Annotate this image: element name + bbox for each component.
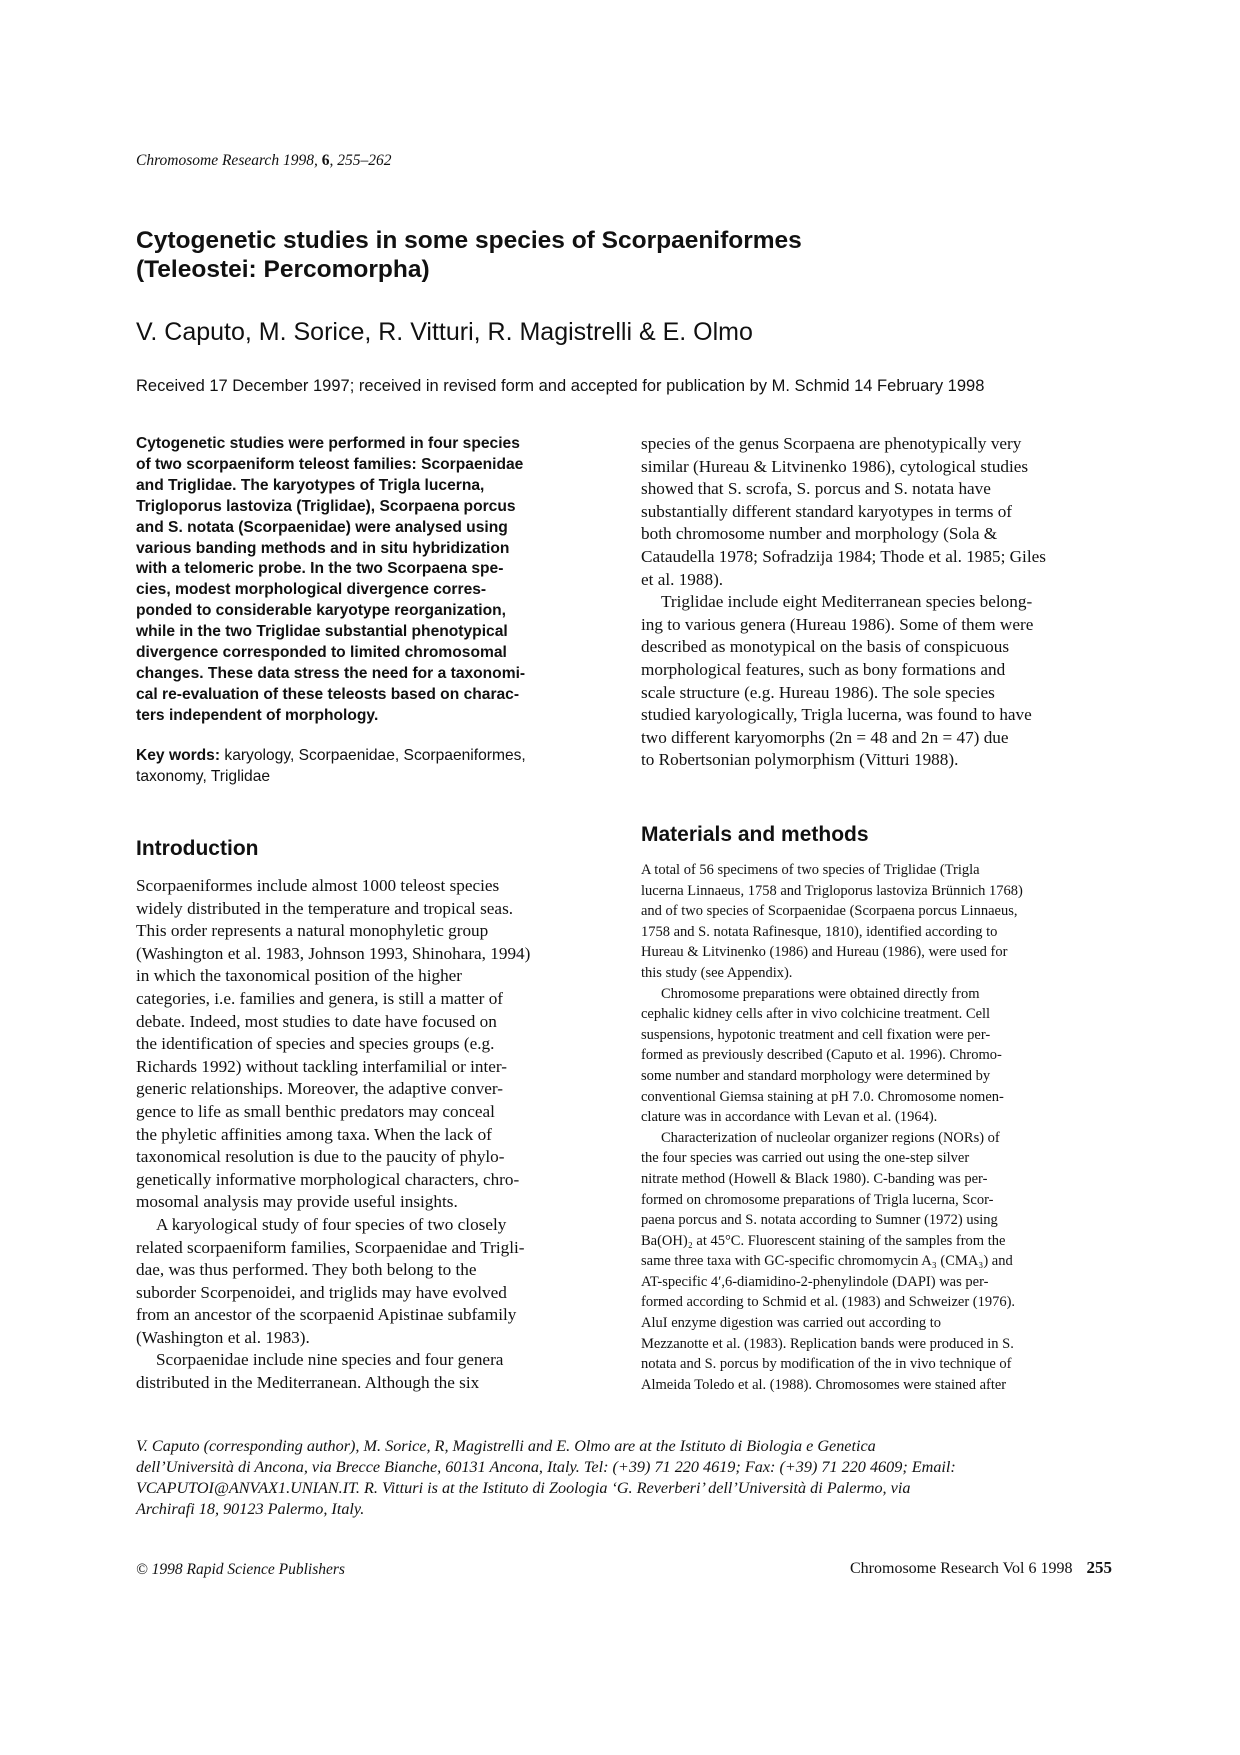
abstract-line: Cytogenetic studies were performed in four species xyxy=(136,435,520,452)
running-head-volume: 6 xyxy=(321,152,330,169)
abstract-line: Trigloporus lastoviza (Triglidae), Scorpaena porcus xyxy=(136,497,516,515)
running-head xyxy=(136,152,391,170)
affiliation-line: V. Caputo (corresponding author), M. Sorice, R, Magistrelli and E. Olmo are at the Istituto di Biologia e Genetica xyxy=(136,1437,876,1455)
methods-line: Almeida Toledo et al. (1988). Chromosomes were stained after xyxy=(641,1376,1007,1393)
intro-line: mosomal analysis may provide useful insights. xyxy=(136,1192,458,1212)
intro-line: genetically informative morphological characters, chro- xyxy=(136,1169,520,1189)
intro-line: suborder Scorpenoidei, and triglids may have evolved xyxy=(136,1282,507,1302)
abstract-line: ponded to considerable karyotype reorganization, xyxy=(136,602,506,620)
running-head-year: 1998, xyxy=(282,152,318,169)
abstract-line: ters independent of morphology. xyxy=(136,706,379,724)
author-affiliation xyxy=(136,1436,1116,1520)
methods-line: suspensions, hypotonic treatment and cell fixation were per- xyxy=(641,1026,991,1043)
intro-line: the phyletic affinities among taxa. When the lack of xyxy=(136,1124,492,1144)
intro-line: dae, was thus performed. They both belong to the xyxy=(136,1260,477,1280)
received-dates: Received 17 December 1997; received in revised form and accepted for publication by M. Schmid 14 February 1998 xyxy=(136,377,985,395)
keywords xyxy=(136,745,606,787)
abstract-line: changes. These data stress the need for a taxonomi- xyxy=(136,664,526,682)
methods-line: formed as previously described (Caputo et al. 1996). Chromo- xyxy=(641,1047,1002,1064)
methods-line: formed on chromosome preparations of Trigla lucerna, Scor- xyxy=(641,1191,994,1208)
methods-line: this study (see Appendix). xyxy=(641,964,793,981)
intro-line: widely distributed in the temperature and tropical seas. xyxy=(136,898,514,918)
methods-line: Hureau & Litvinenko (1986) and Hureau (1986), were used for xyxy=(641,944,1008,961)
methods-line: formed according to Schmid et al. (1983) and Schweizer (1976). xyxy=(641,1294,1016,1311)
footer-journal-text: Chromosome Research Vol 6 1998 xyxy=(850,1560,1073,1577)
affiliation-line: VCAPUTOI@ANVAX1.UNIAN.IT. R. Vitturi is at the Istituto di Zoologia ‘G. Reverberi’ dell’Università di Palermo, via xyxy=(136,1479,911,1497)
intro-line: (Washington et al. 1983, Johnson 1993, Shinohara, 1994) xyxy=(136,943,531,963)
right-top-line: morphological features, such as bony formations and xyxy=(641,659,1006,679)
methods-line: AluI enzyme digestion was carried out according to xyxy=(641,1315,941,1332)
intro-line: (Washington et al. 1983). xyxy=(136,1327,310,1347)
methods-line: A total of 56 specimens of two species of Triglidae (Trigla xyxy=(641,862,980,878)
intro-line: gence to life as small benthic predators may conceal xyxy=(136,1101,495,1121)
methods-line: clature was in accordance with Levan et al. (1964). xyxy=(641,1109,938,1126)
keywords-line: taxonomy, Triglidae xyxy=(136,768,271,785)
intro-line: from an ancestor of the scorpaenid Apistinae subfamily xyxy=(136,1305,517,1325)
right-top-line: studied karyologically, Trigla lucerna, was found to have xyxy=(641,705,1032,725)
methods-line: notata and S. porcus by modification of the in vivo technique of xyxy=(641,1356,1012,1373)
keywords-line: karyology, Scorpaenidae, Scorpaeniformes, xyxy=(220,747,526,764)
methods-line: AT-specific 4′,6-diamidino-2-phenylindole (DAPI) was per- xyxy=(641,1273,989,1290)
affiliation-line: Archirafi 18, 90123 Palermo, Italy. xyxy=(136,1500,365,1518)
abstract-line: with a telomeric probe. In the two Scorpaena spe- xyxy=(136,560,504,578)
right-top-line: et al. 1988). xyxy=(641,569,724,589)
introduction-heading: Introduction xyxy=(136,837,259,860)
materials-methods-heading: Materials and methods xyxy=(641,823,869,846)
running-head-journal: Chromosome Research xyxy=(136,152,280,169)
running-head-pages: , 255–262 xyxy=(329,152,392,169)
abstract-line: cies, modest morphological divergence corres- xyxy=(136,581,487,599)
methods-line: cephalic kidney cells after in vivo colchicine treatment. Cell xyxy=(641,1006,991,1023)
methods-line: Chromosome preparations were obtained directly from xyxy=(661,985,980,1002)
introduction-body xyxy=(136,875,606,1395)
intro-line: related scorpaeniform families, Scorpaenidae and Trigli- xyxy=(136,1237,525,1257)
right-top-line: showed that S. scrofa, S. porcus and S. notata have xyxy=(641,479,991,499)
right-top-line: similar (Hureau & Litvinenko 1986), cytological studies xyxy=(641,456,1029,476)
intro-line: in which the taxonomical position of the higher xyxy=(136,966,463,986)
methods-line: Ba(OH)₂ at 45°C. Fluorescent staining of the samples from the xyxy=(641,1232,1006,1249)
intro-line: the identification of species and species groups (e.g. xyxy=(136,1034,495,1054)
methods-line: nitrate method (Howell & Black 1980). C-banding was per- xyxy=(641,1170,988,1187)
methods-line: and of two species of Scorpaenidae (Scorpaena porcus Linnaeus, xyxy=(641,903,1018,920)
article-title xyxy=(136,226,1116,284)
methods-line: lucerna Linnaeus, 1758 and Trigloporus lastoviza Brünnich 1768) xyxy=(641,882,1023,899)
intro-line: Richards 1992) without tackling interfamilial or inter- xyxy=(136,1056,507,1076)
intro-line: categories, i.e. families and genera, is still a matter of xyxy=(136,988,504,1008)
abstract-line: various banding methods and in situ hybridization xyxy=(136,539,510,557)
abstract xyxy=(136,434,606,727)
methods-line: 1758 and S. notata Rafinesque, 1810), identified according to xyxy=(641,923,998,940)
abstract-line: divergence corresponded to limited chromosomal xyxy=(136,644,507,662)
author-list: V. Caputo, M. Sorice, R. Vitturi, R. Magistrelli & E. Olmo xyxy=(136,318,753,346)
article-title-line: (Teleostei: Percomorpha) xyxy=(136,256,430,283)
intro-line: Scorpaeniformes include almost 1000 teleost species xyxy=(136,876,500,895)
right-top-line: to Robertsonian polymorphism (Vitturi 1988). xyxy=(641,750,959,770)
right-top-line: substantially different standard karyotypes in terms of xyxy=(641,501,1013,521)
right-top-line: species of the genus Scorpaena are phenotypically very xyxy=(641,434,1022,453)
materials-methods-body xyxy=(641,860,1111,1395)
methods-line: some number and standard morphology were determined by xyxy=(641,1067,991,1084)
methods-line: same three taxa with GC-specific chromomycin A₃ (CMA₃) and xyxy=(641,1253,1013,1270)
right-column-continuation xyxy=(641,433,1111,772)
right-top-line: two different karyomorphs (2n = 48 and 2n = 47) due xyxy=(641,727,1009,747)
right-top-line: both chromosome number and morphology (Sola & xyxy=(641,524,998,544)
page-number: 255 xyxy=(1086,1558,1112,1577)
affiliation-line: dell’Università di Ancona, via Brecce Bianche, 60131 Ancona, Italy. Tel: (+39) 71 220 4619; Fax: (+39) 71 220 4609; Email: xyxy=(136,1458,956,1476)
abstract-line: and S. notata (Scorpaenidae) were analysed using xyxy=(136,518,508,536)
right-top-line: scale structure (e.g. Hureau 1986). The sole species xyxy=(641,682,995,702)
copyright-notice: © 1998 Rapid Science Publishers xyxy=(136,1561,345,1578)
abstract-line: while in the two Triglidae substantial phenotypical xyxy=(136,623,508,641)
right-top-line: ing to various genera (Hureau 1986). Some of them were xyxy=(641,614,1034,634)
right-top-line: Cataudella 1978; Sofradzija 1984; Thode et al. 1985; Giles xyxy=(641,546,1046,566)
footer-journal-reference xyxy=(850,1558,1112,1578)
methods-line: the four species was carried out using the one-step silver xyxy=(641,1150,970,1167)
abstract-line: of two scorpaeniform teleost families: Scorpaenidae xyxy=(136,455,524,473)
keywords-label: Key words: xyxy=(136,747,221,764)
methods-line: Characterization of nucleolar organizer regions (NORs) of xyxy=(661,1129,1000,1146)
abstract-line: and Triglidae. The karyotypes of Trigla lucerna, xyxy=(136,476,485,494)
intro-line: This order represents a natural monophyletic group xyxy=(136,921,489,941)
right-top-line: Triglidae include eight Mediterranean species belong- xyxy=(661,592,1033,612)
intro-line: debate. Indeed, most studies to date have focused on xyxy=(136,1011,497,1031)
intro-line: A karyological study of four species of two closely xyxy=(156,1214,507,1234)
methods-line: Mezzanotte et al. (1983). Replication bands were produced in S. xyxy=(641,1335,1014,1352)
intro-line: taxonomical resolution is due to the paucity of phylo- xyxy=(136,1147,505,1167)
intro-line: Scorpaenidae include nine species and four genera xyxy=(156,1350,504,1370)
methods-line: paena porcus and S. notata according to Sumner (1972) using xyxy=(641,1212,998,1229)
intro-line: distributed in the Mediterranean. Although the six xyxy=(136,1373,480,1393)
right-top-line: described as monotypical on the basis of conspicuous xyxy=(641,637,1010,657)
article-title-line: Cytogenetic studies in some species of Scorpaeniformes xyxy=(136,227,802,254)
intro-line: generic relationships. Moreover, the adaptive conver- xyxy=(136,1079,503,1099)
abstract-line: cal re-evaluation of these teleosts based on charac- xyxy=(136,685,520,703)
methods-line: conventional Giemsa staining at pH 7.0. Chromosome nomen- xyxy=(641,1088,1004,1105)
